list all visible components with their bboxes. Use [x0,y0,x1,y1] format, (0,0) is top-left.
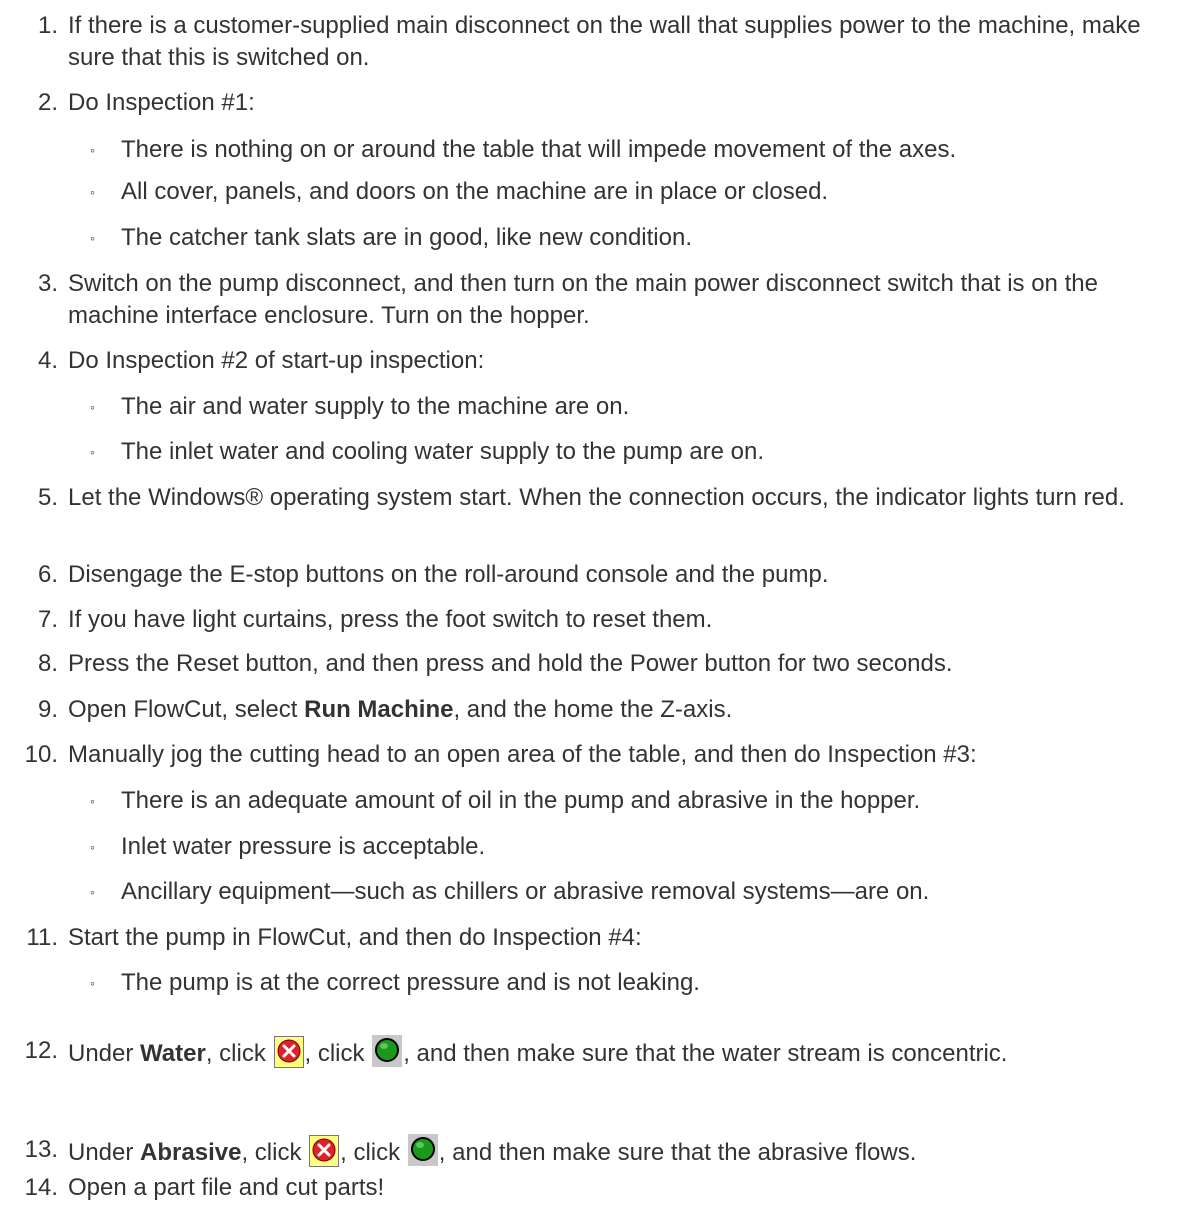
sub-text: Ancillary equipment—such as chillers or abrasive removal systems—are on. [121,878,930,905]
sub-text: All cover, panels, and doors on the machine are in place or closed. [121,178,829,205]
step-text: If you have light curtains, press the foot switch to reset them. [68,606,713,633]
step-number: 11. [26,924,58,951]
ui-term-run-machine: Run Machine [304,696,454,723]
green-light-icon [408,1134,438,1166]
bullet-icon: ◦ [90,975,95,991]
sub-text: There is nothing on or around the table that will impede movement of the axes. [121,136,957,163]
step-number: 7. [37,606,58,633]
step-text: Under Abrasive, click , click , and then make sure that the abrasive flows. [68,1134,916,1169]
step-text: Open a part file and cut parts! [68,1174,385,1201]
bullet-icon: ◦ [90,142,95,158]
green-light-icon [372,1035,402,1067]
step-text: Open FlowCut, select Run Machine, and the home the Z-axis. [68,696,733,723]
step-number: 3. [37,270,58,297]
step-text: Do Inspection #2 of start-up inspection: [68,347,485,374]
sub-text: There is an adequate amount of oil in the pump and abrasive in the hopper. [121,787,921,814]
step-text: Do Inspection #1: [68,89,255,116]
step-text: Press the Reset button, and then press and hold the Power button for two seconds. [68,650,953,677]
step-text: Manually jog the cutting head to an open area of the table, and then do Inspection #3: [68,741,977,768]
step-text: Let the Windows® operating system start. When the connection occurs, the indicator lights turn red. [68,484,1125,511]
step-number: 4. [37,347,58,374]
step-number: 8. [37,650,58,677]
sub-text: Inlet water pressure is acceptable. [121,833,486,860]
stop-x-icon [274,1036,304,1068]
step-number: 13. [24,1136,58,1163]
stop-x-icon [309,1135,339,1167]
bullet-icon: ◦ [90,399,95,415]
bullet-icon: ◦ [90,230,95,246]
step-number: 12. [24,1037,58,1064]
step-text: Disengage the E-stop buttons on the roll-around console and the pump. [68,561,829,588]
bullet-icon: ◦ [90,444,95,460]
sub-text: The air and water supply to the machine are on. [121,393,630,420]
step-number: 6. [37,561,58,588]
step-text: Under Water, click , click , and then make sure that the water stream is concentric. [68,1035,1007,1070]
step-number: 1. [37,12,58,39]
bullet-icon: ◦ [90,793,95,809]
step-number: 10. [24,741,58,768]
bullet-icon: ◦ [90,884,95,900]
step-text: Switch on the pump disconnect, and then turn on the main power disconnect switch that is on the machine interface enclosure. Turn on the hopper. [68,270,1098,329]
bullet-icon: ◦ [90,839,95,855]
step-number: 5. [37,484,58,511]
sub-text: The catcher tank slats are in good, like new condition. [121,224,692,251]
sub-text: The pump is at the correct pressure and is not leaking. [121,969,700,996]
step-number: 14. [24,1174,58,1201]
ui-term-abrasive: Abrasive [140,1139,242,1166]
sub-text: The inlet water and cooling water supply to the pump are on. [121,438,765,465]
step-text: If there is a customer-supplied main disconnect on the wall that supplies power to the machine, make sure that this is switched on. [68,12,1141,71]
step-text: Start the pump in FlowCut, and then do Inspection #4: [68,924,642,951]
step-number: 2. [37,89,58,116]
step-number: 9. [37,696,58,723]
bullet-icon: ◦ [90,184,95,200]
ui-term-water: Water [140,1040,206,1067]
